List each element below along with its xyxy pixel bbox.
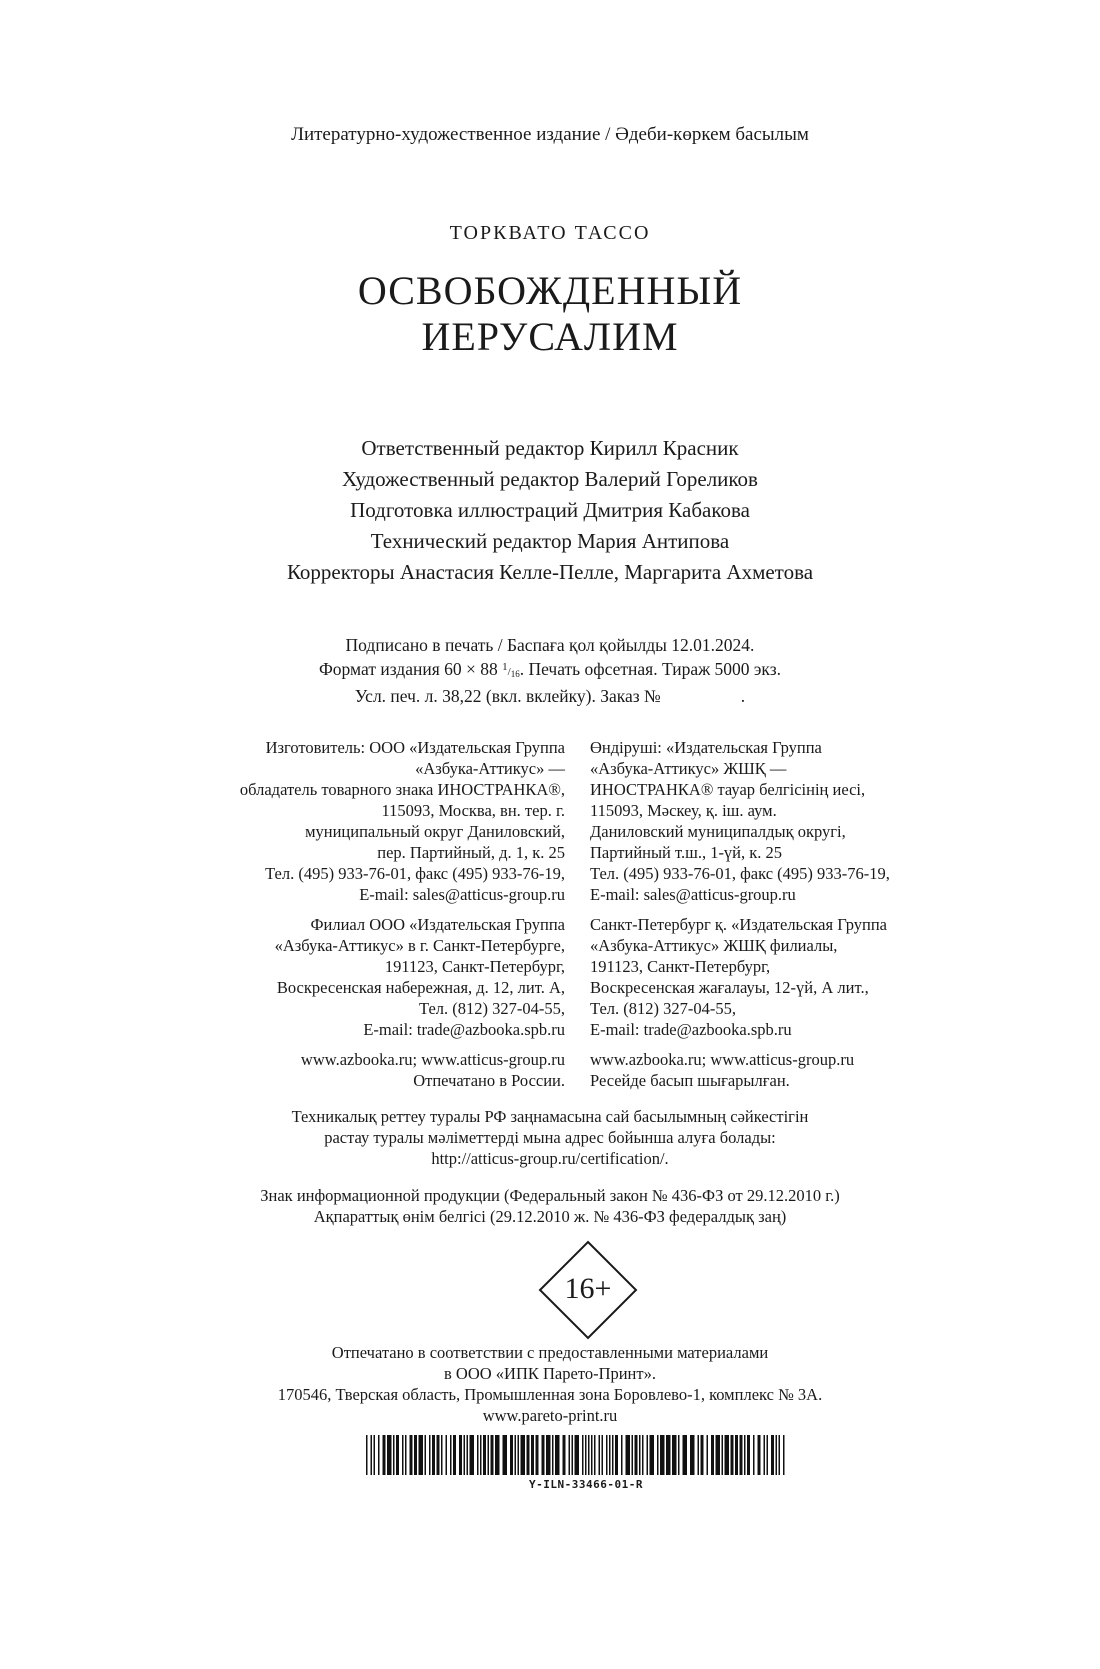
manufacturer-kz: [590, 737, 980, 1100]
cert-line: Техникалық реттеу туралы РФ заңнамасына сай басылымның сәйкестігін: [291, 1107, 809, 1126]
address-line: Тел. (812) 327-04-55,: [419, 999, 565, 1018]
address-line: Тел. (812) 327-04-55,: [590, 999, 736, 1018]
address-line: Тел. (495) 933-76-01, факс (495) 933-76-19,: [590, 864, 890, 883]
cert-line: растау туралы мәліметтерді мына адрес бойынша алуға болады:: [324, 1128, 776, 1147]
printer-info: [0, 1342, 1100, 1426]
printer-line: 170546, Тверская область, Промышленная зона Боровлево-1, комплекс № 3А.: [277, 1385, 823, 1404]
author-name: ТОРКВАТО ТАССО: [449, 222, 651, 244]
manufacturer-kz-branch: [590, 914, 980, 1040]
manufacturer-ru-main: [175, 737, 565, 905]
address-line: E-mail: sales@atticus-group.ru: [590, 885, 796, 904]
cert-url: http://atticus-group.ru/certification/.: [431, 1149, 669, 1168]
format-line: [0, 656, 1100, 685]
book-title: [0, 268, 1100, 360]
manufacturer-ru: [175, 737, 565, 1100]
address-line: пер. Партийный, д. 1, к. 25: [377, 843, 565, 862]
address-line: Филиал ООО «Издательская Группа: [310, 915, 565, 934]
address-line: Воскресенская набережная, д. 12, лит. А,: [276, 978, 565, 997]
manufacturer-ru-branch: [175, 914, 565, 1040]
barcode: [366, 1435, 789, 1475]
address-line: Санкт-Петербург қ. «Издательская Группа: [590, 915, 887, 934]
format-suffix: . Печать офсетная. Тираж 5000 экз.: [519, 659, 781, 679]
address-line: Даниловский муниципалдық округі,: [590, 822, 846, 841]
barcode-code: Y-ILN-33466-01-R: [529, 1478, 643, 1491]
address-line: 191123, Санкт-Петербург,: [384, 957, 565, 976]
address-line: муниципальный округ Даниловский,: [305, 822, 565, 841]
signed-date: Подписано в печать / Баспаға қол қойылды 12.01.2024.: [345, 635, 755, 655]
address-line: Ресейде басып шығарылған.: [590, 1071, 790, 1090]
sheets-end: .: [740, 686, 746, 706]
fraction-den: 16: [510, 669, 520, 679]
sheets-text: Усл. печ. л. 38,22 (вкл. вклейку). Заказ №: [354, 686, 661, 706]
address-line: Воскресенская жағалауы, 12-үй, А лит.,: [590, 978, 869, 997]
printer-line: в ООО «ИПК Парето-Принт».: [444, 1364, 656, 1383]
address-line: 191123, Санкт-Петербург,: [590, 957, 771, 976]
address-line: «Азбука-Аттикус» в г. Санкт-Петербурге,: [274, 936, 565, 955]
credit-line: Подготовка иллюстраций Дмитрия Кабакова: [350, 498, 750, 522]
address-line: Партийный т.ш., 1-үй, к. 25: [590, 843, 783, 862]
address-line: E-mail: trade@azbooka.spb.ru: [363, 1020, 565, 1039]
address-line: «Азбука-Аттикус» ЖШҚ —: [590, 759, 787, 778]
law-line: Знак информационной продукции (Федеральный закон № 436-ФЗ от 29.12.2010 г.): [260, 1186, 840, 1205]
editorial-credits: [0, 433, 1100, 588]
sheets-line: [0, 685, 1100, 707]
manufacturer-kz-footer: [590, 1049, 980, 1091]
address-line: обладатель товарного знака ИНОСТРАНКА®,: [239, 780, 565, 799]
address-line: Изготовитель: ООО «Издательская Группа: [265, 738, 565, 757]
address-line: 115093, Мәскеу, қ. іш. аум.: [590, 801, 777, 820]
credit-line: Ответственный редактор Кирилл Красник: [361, 436, 739, 460]
address-line: Отпечатано в России.: [413, 1071, 565, 1090]
title-line-2: ИЕРУСАЛИМ: [421, 314, 679, 359]
address-line: E-mail: sales@atticus-group.ru: [359, 885, 565, 904]
address-line: ИНОСТРАНКА® тауар белгісінің иесі,: [590, 780, 866, 799]
series-label: Литературно-художественное издание / Әдеби-көркем басылым: [291, 124, 809, 145]
printer-line: Отпечатано в соответствии с предоставленными материалами: [331, 1343, 769, 1362]
manufacturer-kz-main: [590, 737, 980, 905]
address-line: 115093, Москва, вн. тер. г.: [381, 801, 565, 820]
manufacturer-ru-footer: [175, 1049, 565, 1091]
title-line-1: ОСВОБОЖДЕННЫЙ: [357, 268, 743, 313]
credit-line: Художественный редактор Валерий Гореликов: [342, 467, 758, 491]
format-prefix: Формат издания 60 × 88: [318, 659, 503, 679]
address-line: «Азбука-Аттикус» ЖШҚ филиалы,: [590, 936, 838, 955]
address-line: Өндіруші: «Издательская Группа: [590, 738, 822, 757]
certification-note: [0, 1106, 1100, 1169]
credit-line: Технический редактор Мария Антипова: [370, 529, 730, 553]
law-note: [0, 1185, 1100, 1227]
address-line: www.azbooka.ru; www.atticus-group.ru: [300, 1050, 565, 1069]
format-fraction: $^1/_{16}$: [502, 661, 520, 679]
printer-url: www.pareto-print.ru: [482, 1406, 618, 1425]
address-line: Тел. (495) 933-76-01, факс (495) 933-76-19,: [265, 864, 565, 883]
age-rating: 16+: [564, 1272, 612, 1305]
fraction-num: 1: [502, 661, 508, 673]
address-line: «Азбука-Аттикус» —: [415, 759, 565, 778]
address-line: E-mail: trade@azbooka.spb.ru: [590, 1020, 792, 1039]
credit-line: Корректоры Анастасия Келле-Пелле, Маргарита Ахметова: [286, 560, 814, 584]
address-line: www.azbooka.ru; www.atticus-group.ru: [590, 1050, 855, 1069]
print-info: [0, 634, 1100, 707]
law-line: Ақпараттық өнім белгісі (29.12.2010 ж. № 436-ФЗ федералдық заң): [313, 1207, 787, 1226]
